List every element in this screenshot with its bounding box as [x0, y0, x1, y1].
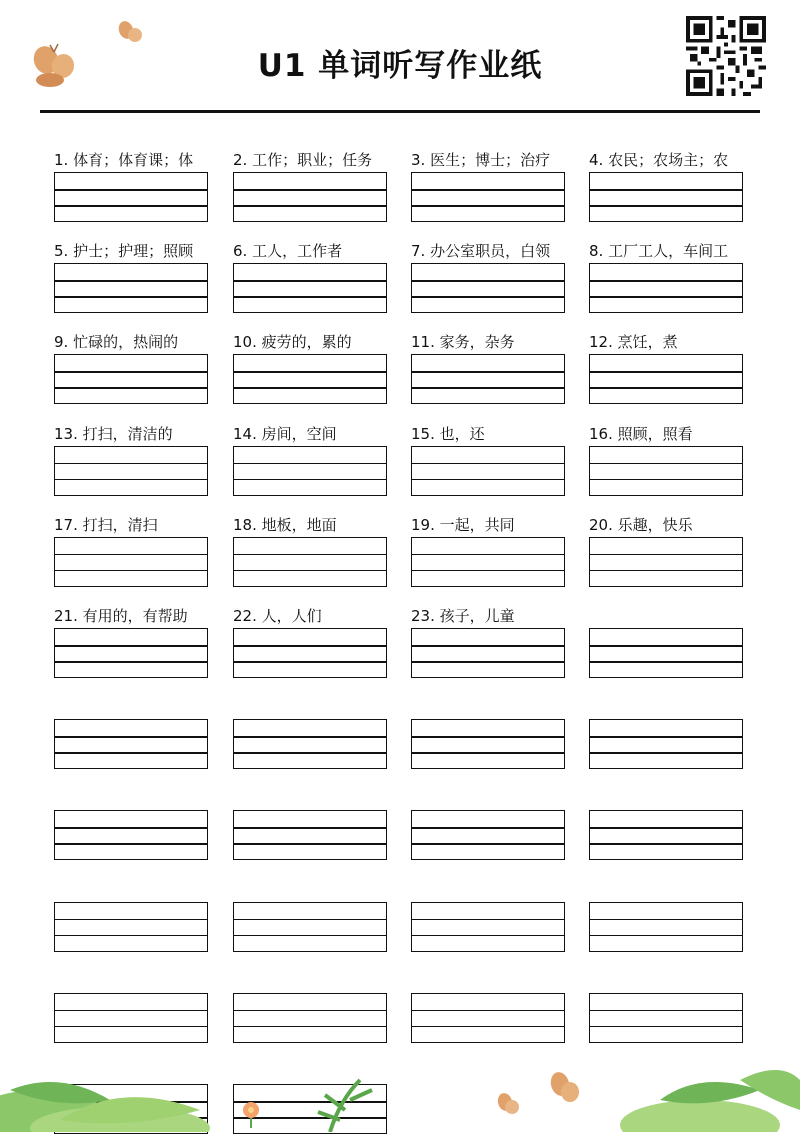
word-prompt — [54, 880, 208, 900]
writing-box[interactable] — [54, 354, 208, 404]
word-prompt: 23. 孩子，儿童 — [411, 607, 515, 625]
word-prompt — [233, 880, 387, 900]
butterfly-icon — [30, 42, 78, 92]
dictation-cell — [589, 880, 743, 900]
dictation-cell — [589, 150, 743, 170]
dictation-cell — [233, 788, 387, 808]
writing-line — [55, 205, 207, 207]
word-prompt: 5. 护士；护理；照顾 — [54, 242, 194, 261]
writing-line — [412, 935, 564, 937]
flower-icon — [236, 1098, 266, 1128]
dictation-cell — [233, 515, 387, 535]
dictation-cell — [54, 606, 208, 626]
writing-line — [55, 479, 207, 481]
dictation-cell — [54, 880, 208, 900]
writing-line — [234, 935, 386, 937]
writing-line — [234, 661, 386, 663]
worksheet-title: U1 单词听写作业纸 — [257, 48, 543, 84]
writing-box[interactable] — [589, 446, 743, 496]
header-divider — [40, 110, 760, 113]
word-prompt — [54, 697, 208, 717]
writing-box[interactable] — [411, 993, 565, 1043]
writing-line — [55, 935, 207, 937]
dictation-cell — [233, 424, 387, 444]
word-prompt: 17. 打扫，清扫 — [54, 515, 158, 534]
writing-line — [590, 1010, 742, 1012]
writing-line — [55, 570, 207, 572]
dictation-cell — [589, 241, 743, 261]
writing-box[interactable] — [54, 902, 208, 952]
dictation-cell — [411, 150, 565, 170]
dictation-cell — [589, 606, 743, 626]
writing-line — [412, 387, 564, 389]
writing-box[interactable] — [233, 810, 387, 860]
writing-box[interactable] — [54, 993, 208, 1043]
writing-box[interactable] — [54, 628, 208, 678]
word-prompt — [589, 971, 743, 991]
writing-line — [234, 570, 386, 572]
writing-line — [590, 387, 742, 389]
writing-box[interactable] — [589, 719, 743, 769]
writing-line — [55, 661, 207, 663]
writing-line — [55, 827, 207, 829]
writing-line — [234, 189, 386, 191]
writing-line — [55, 736, 207, 738]
word-prompt — [589, 788, 743, 808]
writing-box[interactable] — [411, 719, 565, 769]
dictation-cell — [589, 424, 743, 444]
dictation-cell — [54, 515, 208, 535]
writing-line — [55, 919, 207, 921]
writing-line — [590, 645, 742, 647]
dictation-cell — [233, 241, 387, 261]
writing-box[interactable] — [411, 902, 565, 952]
dictation-cell — [54, 697, 208, 717]
writing-line — [590, 479, 742, 481]
writing-line — [55, 189, 207, 191]
word-prompt: 2. 工作；职业；任务 — [233, 151, 373, 169]
word-prompt: 6. 工人，工作者 — [233, 242, 343, 261]
writing-line — [412, 463, 564, 465]
writing-line — [590, 371, 742, 373]
writing-line — [234, 479, 386, 481]
writing-line — [234, 205, 386, 207]
dictation-cell — [411, 515, 565, 535]
writing-box[interactable] — [589, 263, 743, 313]
writing-line — [234, 1010, 386, 1012]
writing-line — [234, 280, 386, 282]
dictation-cell — [411, 697, 565, 717]
writing-line — [55, 463, 207, 465]
writing-line — [55, 371, 207, 373]
writing-line — [234, 827, 386, 829]
writing-line — [412, 189, 564, 191]
writing-box[interactable] — [589, 537, 743, 587]
writing-line — [412, 661, 564, 663]
dictation-cell — [411, 788, 565, 808]
writing-line — [234, 554, 386, 556]
word-prompt: 8. 工厂工人，车间工 — [589, 242, 729, 261]
writing-line — [590, 843, 742, 845]
word-prompt: 22. 人，人们 — [233, 607, 322, 625]
writing-line — [590, 752, 742, 754]
writing-line — [412, 554, 564, 556]
writing-line — [590, 280, 742, 282]
word-prompt — [54, 971, 208, 991]
dictation-cell — [233, 880, 387, 900]
writing-line — [412, 1026, 564, 1028]
writing-box[interactable] — [54, 719, 208, 769]
writing-line — [412, 919, 564, 921]
writing-box[interactable] — [411, 263, 565, 313]
writing-box[interactable] — [233, 902, 387, 952]
word-prompt: 13. 打扫，清洁的 — [54, 424, 173, 443]
writing-line — [55, 554, 207, 556]
writing-box[interactable] — [411, 628, 565, 678]
writing-line — [234, 387, 386, 389]
writing-line — [55, 280, 207, 282]
writing-line — [234, 752, 386, 754]
dictation-cell — [411, 971, 565, 991]
word-prompt — [589, 880, 743, 900]
dictation-cell — [411, 332, 565, 352]
word-prompt: 10. 疲劳的，累的 — [233, 333, 352, 352]
writing-box[interactable] — [589, 810, 743, 860]
word-prompt: 14. 房间，空间 — [233, 424, 337, 443]
writing-box[interactable] — [589, 628, 743, 678]
dictation-cell — [589, 515, 743, 535]
dictation-cell — [54, 332, 208, 352]
word-prompt: 12. 烹饪，煮 — [589, 333, 678, 352]
writing-line — [590, 827, 742, 829]
writing-line — [412, 827, 564, 829]
writing-box[interactable] — [233, 537, 387, 587]
dictation-cell — [54, 150, 208, 170]
writing-line — [412, 570, 564, 572]
writing-line — [55, 296, 207, 298]
writing-line — [55, 387, 207, 389]
writing-line — [412, 205, 564, 207]
writing-box[interactable] — [54, 263, 208, 313]
writing-box[interactable] — [233, 263, 387, 313]
word-prompt — [589, 697, 743, 717]
writing-line — [412, 645, 564, 647]
dictation-cell — [411, 241, 565, 261]
writing-line — [234, 296, 386, 298]
word-prompt — [589, 606, 743, 626]
dictation-cell — [233, 332, 387, 352]
writing-box[interactable] — [233, 172, 387, 222]
word-prompt — [233, 788, 387, 808]
writing-box[interactable] — [411, 446, 565, 496]
writing-line — [590, 935, 742, 937]
writing-box[interactable] — [54, 537, 208, 587]
writing-box[interactable] — [411, 537, 565, 587]
dictation-cell — [411, 606, 565, 626]
word-prompt: 3. 医生；博士；治疗 — [411, 151, 551, 169]
writing-line — [590, 919, 742, 921]
writing-line — [412, 752, 564, 754]
writing-box[interactable] — [589, 354, 743, 404]
writing-box[interactable] — [589, 993, 743, 1043]
dictation-cell — [54, 424, 208, 444]
writing-line — [412, 479, 564, 481]
writing-line — [412, 296, 564, 298]
writing-box[interactable] — [589, 172, 743, 222]
writing-line — [412, 371, 564, 373]
word-prompt: 18. 地板，地面 — [233, 515, 337, 534]
dictation-cell — [233, 697, 387, 717]
writing-box[interactable] — [233, 628, 387, 678]
dictation-cell — [54, 788, 208, 808]
writing-line — [590, 1026, 742, 1028]
dictation-cell — [589, 697, 743, 717]
writing-line — [55, 843, 207, 845]
word-prompt: 16. 照顾，照看 — [589, 424, 693, 443]
writing-line — [412, 736, 564, 738]
writing-box[interactable] — [54, 810, 208, 860]
writing-line — [412, 280, 564, 282]
writing-line — [234, 645, 386, 647]
writing-box[interactable] — [411, 810, 565, 860]
word-prompt: 4. 农民；农场主；农 — [589, 151, 729, 169]
writing-line — [234, 371, 386, 373]
writing-line — [590, 296, 742, 298]
dictation-cell — [233, 606, 387, 626]
dictation-cell — [411, 424, 565, 444]
word-prompt — [233, 697, 387, 717]
word-prompt — [54, 788, 208, 808]
writing-line — [412, 843, 564, 845]
word-prompt: 11. 家务，杂务 — [411, 333, 515, 352]
writing-line — [590, 554, 742, 556]
writing-box[interactable] — [54, 446, 208, 496]
writing-line — [234, 463, 386, 465]
writing-line — [234, 1026, 386, 1028]
leaf-icon — [0, 1040, 800, 1132]
writing-box[interactable] — [233, 446, 387, 496]
writing-line — [234, 919, 386, 921]
writing-box[interactable] — [411, 172, 565, 222]
word-prompt: 21. 有用的，有帮助 — [54, 607, 188, 625]
dictation-cell — [233, 971, 387, 991]
writing-line — [590, 661, 742, 663]
dictation-cell — [54, 241, 208, 261]
word-prompt: 19. 一起，共同 — [411, 515, 515, 534]
writing-box[interactable] — [233, 354, 387, 404]
writing-line — [590, 463, 742, 465]
writing-line — [590, 205, 742, 207]
writing-line — [55, 1026, 207, 1028]
writing-line — [590, 189, 742, 191]
writing-line — [55, 1010, 207, 1012]
dictation-cell — [411, 880, 565, 900]
writing-line — [55, 645, 207, 647]
dictation-cell — [589, 788, 743, 808]
word-prompt — [411, 971, 565, 991]
writing-box[interactable] — [411, 354, 565, 404]
word-prompt — [411, 880, 565, 900]
dictation-cell — [589, 971, 743, 991]
writing-box[interactable] — [589, 902, 743, 952]
word-prompt: 20. 乐趣，快乐 — [589, 515, 693, 534]
dictation-cell — [589, 332, 743, 352]
word-prompt: 1. 体育；体育课；体 — [54, 151, 194, 169]
word-prompt — [233, 971, 387, 991]
writing-box[interactable] — [54, 172, 208, 222]
writing-box[interactable] — [233, 719, 387, 769]
writing-line — [590, 570, 742, 572]
writing-line — [55, 752, 207, 754]
writing-line — [234, 843, 386, 845]
qr-code-icon — [686, 16, 766, 96]
dictation-cell — [233, 150, 387, 170]
word-prompt — [411, 697, 565, 717]
word-prompt: 7. 办公室职员，白领 — [411, 242, 551, 261]
writing-line — [590, 736, 742, 738]
dictation-cell — [54, 971, 208, 991]
word-prompt: 9. 忙碌的，热闹的 — [54, 333, 179, 352]
writing-line — [234, 736, 386, 738]
word-prompt: 15. 也，还 — [411, 424, 485, 443]
butterfly-icon — [116, 18, 144, 46]
word-prompt — [411, 788, 565, 808]
writing-box[interactable] — [233, 993, 387, 1043]
writing-line — [412, 1010, 564, 1012]
